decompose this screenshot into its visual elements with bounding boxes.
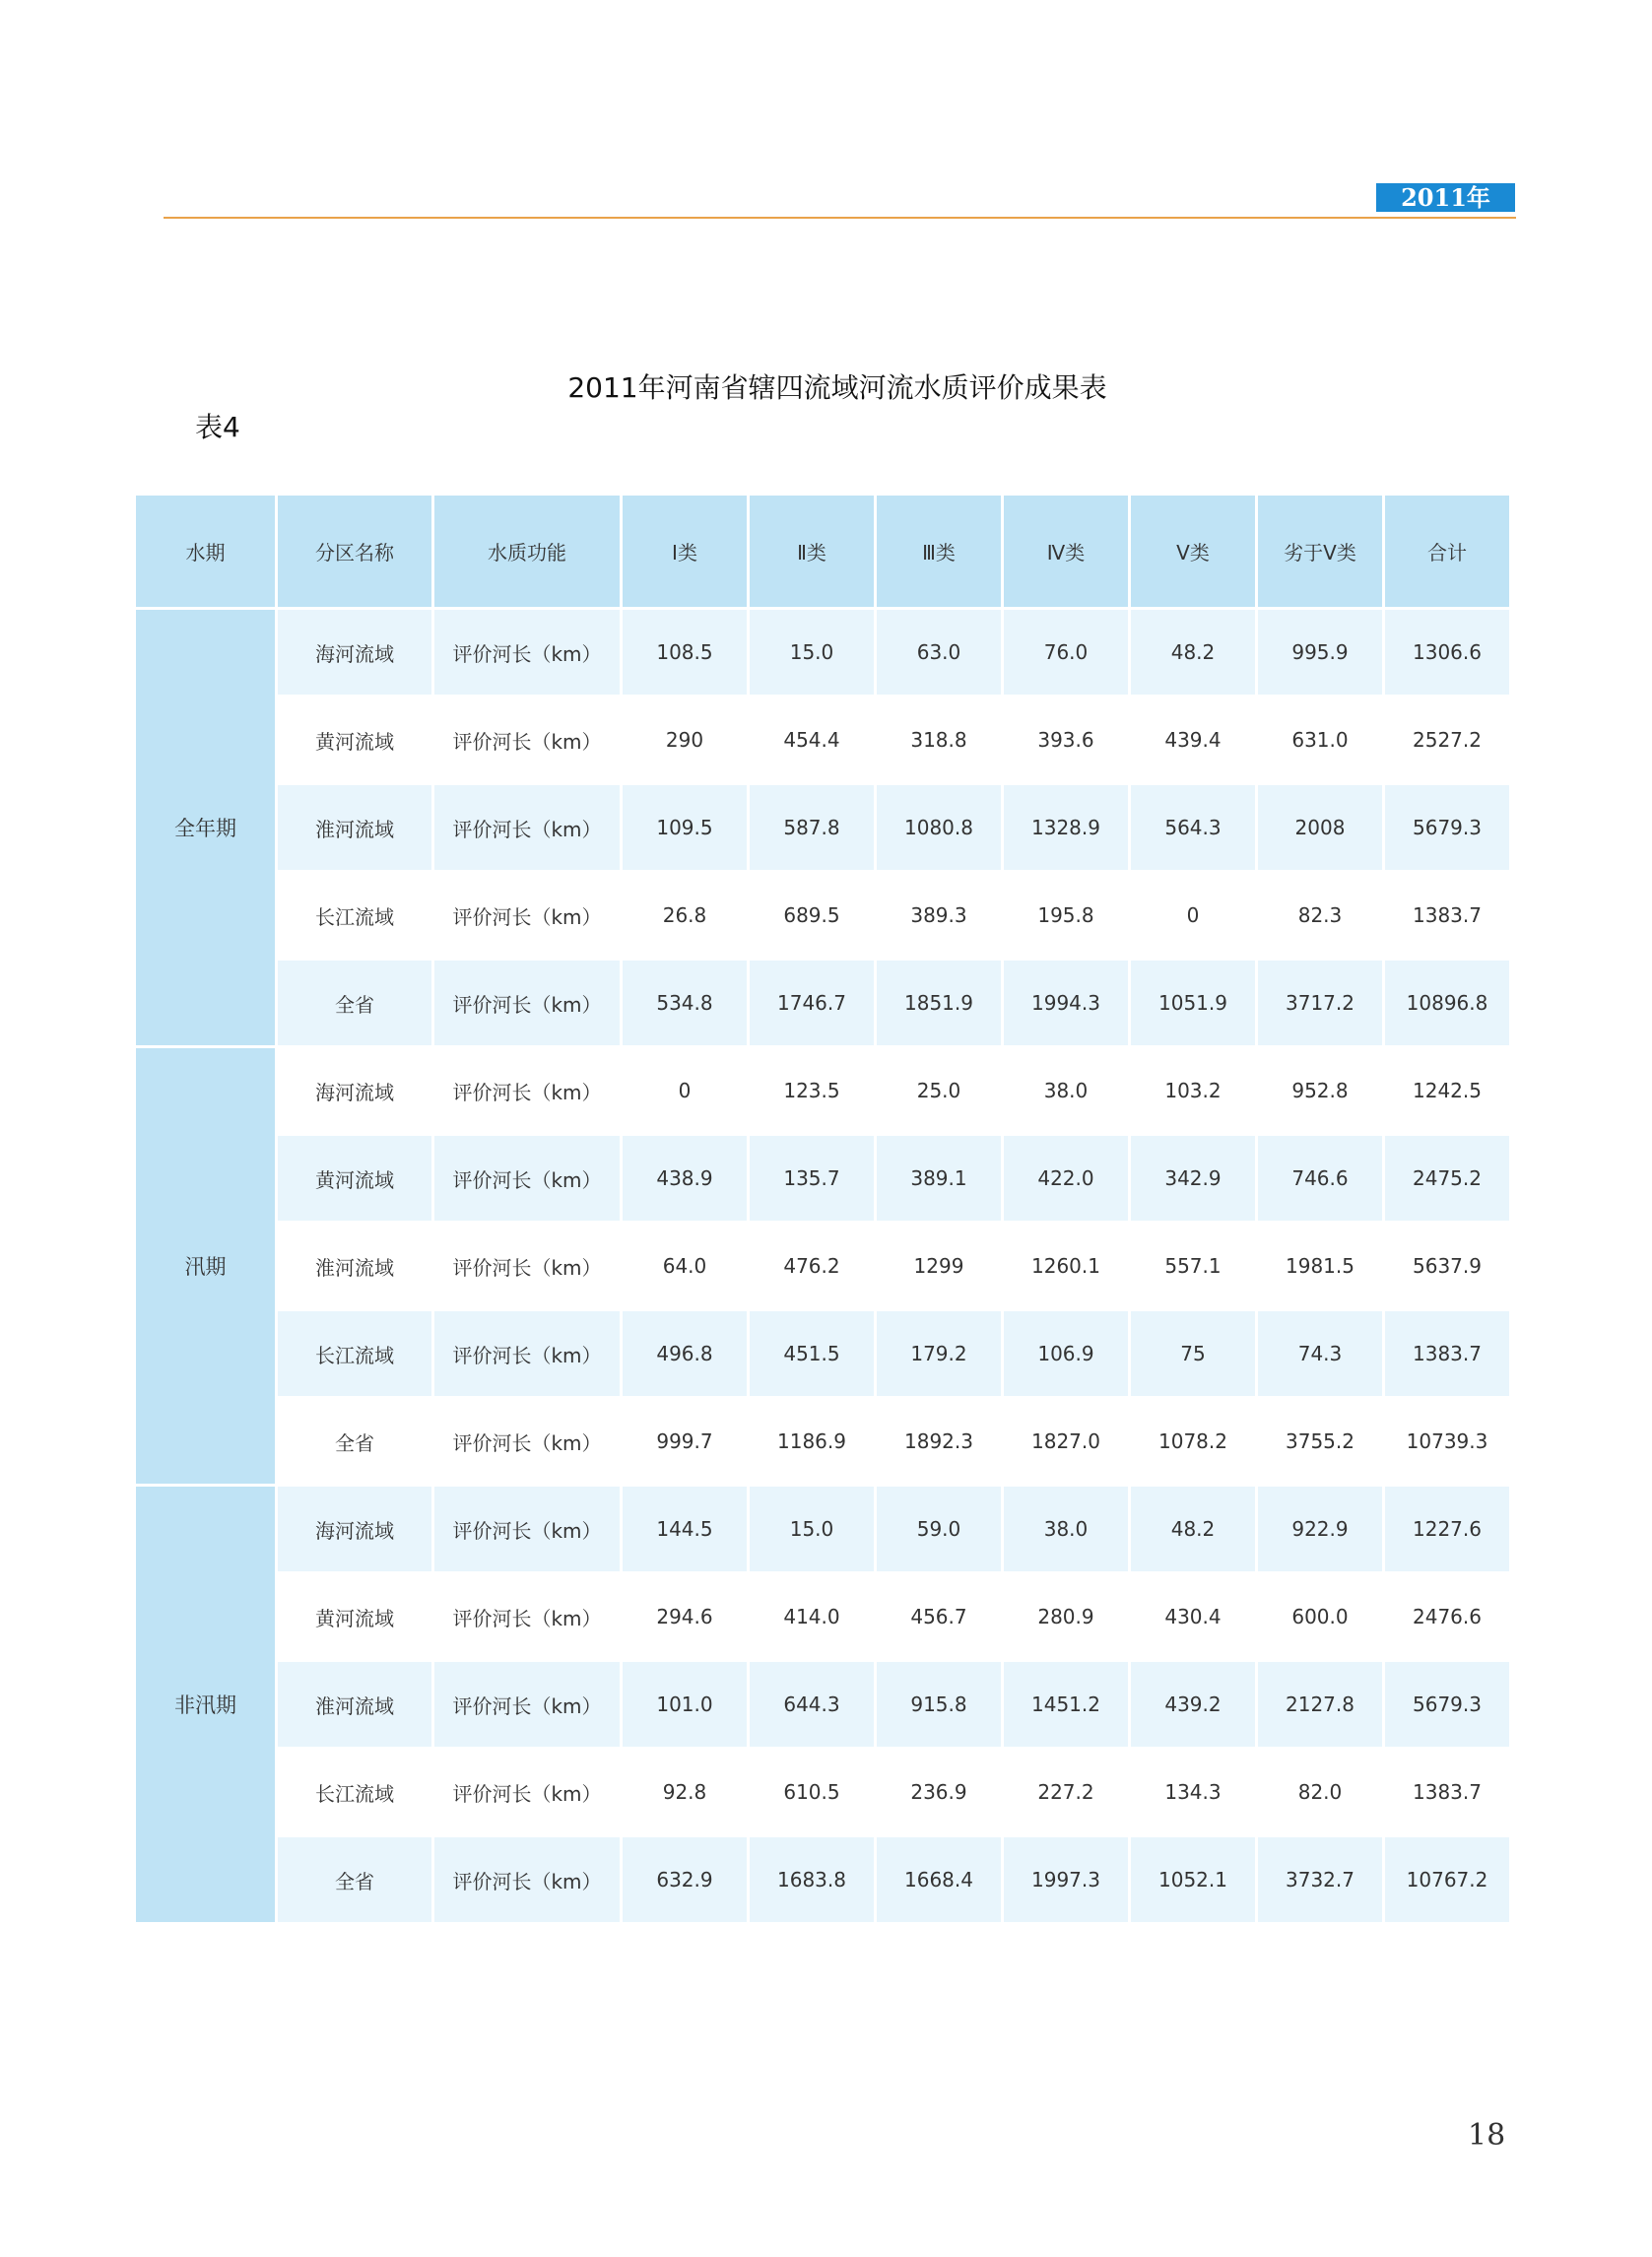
value-cell: 15.0 — [750, 1487, 874, 1571]
value-cell: 915.8 — [877, 1662, 1001, 1747]
value-cell: 456.7 — [877, 1574, 1001, 1659]
table-row — [136, 785, 1509, 870]
value-cell: 3755.2 — [1258, 1399, 1382, 1484]
value-cell: 389.3 — [877, 873, 1001, 958]
value-cell: 1383.7 — [1385, 1750, 1509, 1834]
column-header: Ⅴ类 — [1131, 496, 1255, 607]
function-cell: 评价河长（km） — [434, 1487, 620, 1571]
value-cell: 15.0 — [750, 610, 874, 695]
value-cell: 0 — [623, 1048, 747, 1133]
zone-cell: 淮河流域 — [278, 785, 431, 870]
value-cell: 1383.7 — [1385, 1311, 1509, 1396]
function-cell: 评价河长（km） — [434, 785, 620, 870]
value-cell: 109.5 — [623, 785, 747, 870]
zone-cell: 全省 — [278, 961, 431, 1045]
value-cell: 103.2 — [1131, 1048, 1255, 1133]
value-cell: 63.0 — [877, 610, 1001, 695]
value-cell: 2127.8 — [1258, 1662, 1382, 1747]
table-row — [136, 697, 1509, 782]
zone-cell: 长江流域 — [278, 1750, 431, 1834]
value-cell: 1683.8 — [750, 1837, 874, 1922]
value-cell: 1668.4 — [877, 1837, 1001, 1922]
value-cell: 74.3 — [1258, 1311, 1382, 1396]
value-cell: 318.8 — [877, 697, 1001, 782]
table-row — [136, 1750, 1509, 1834]
value-cell: 75 — [1131, 1311, 1255, 1396]
value-cell: 1306.6 — [1385, 610, 1509, 695]
value-cell: 82.3 — [1258, 873, 1382, 958]
value-cell: 108.5 — [623, 610, 747, 695]
column-header: 水质功能 — [434, 496, 620, 607]
function-cell: 评价河长（km） — [434, 1750, 620, 1834]
value-cell: 454.4 — [750, 697, 874, 782]
value-cell: 1242.5 — [1385, 1048, 1509, 1133]
value-cell: 438.9 — [623, 1136, 747, 1221]
column-header: Ⅲ类 — [877, 496, 1001, 607]
zone-cell: 海河流域 — [278, 1487, 431, 1571]
table-row — [136, 1224, 1509, 1308]
value-cell: 451.5 — [750, 1311, 874, 1396]
value-cell: 0 — [1131, 873, 1255, 958]
zone-cell: 黄河流域 — [278, 697, 431, 782]
value-cell: 1892.3 — [877, 1399, 1001, 1484]
value-cell: 1994.3 — [1004, 961, 1128, 1045]
value-cell: 1851.9 — [877, 961, 1001, 1045]
table-row — [136, 1136, 1509, 1221]
period-cell: 汛期 — [136, 1048, 275, 1484]
value-cell: 1827.0 — [1004, 1399, 1128, 1484]
value-cell: 59.0 — [877, 1487, 1001, 1571]
value-cell: 280.9 — [1004, 1574, 1128, 1659]
value-cell: 496.8 — [623, 1311, 747, 1396]
value-cell: 25.0 — [877, 1048, 1001, 1133]
value-cell: 10739.3 — [1385, 1399, 1509, 1484]
value-cell: 1328.9 — [1004, 785, 1128, 870]
function-cell: 评价河长（km） — [434, 610, 620, 695]
value-cell: 557.1 — [1131, 1224, 1255, 1308]
value-cell: 1299 — [877, 1224, 1001, 1308]
function-cell: 评价河长（km） — [434, 1837, 620, 1922]
value-cell: 1981.5 — [1258, 1224, 1382, 1308]
table-row — [136, 1311, 1509, 1396]
table-row — [136, 1399, 1509, 1484]
table-label: 表4 — [195, 411, 240, 443]
function-cell: 评价河长（km） — [434, 1574, 620, 1659]
value-cell: 38.0 — [1004, 1487, 1128, 1571]
function-cell: 评价河长（km） — [434, 697, 620, 782]
zone-cell: 长江流域 — [278, 1311, 431, 1396]
function-cell: 评价河长（km） — [434, 1662, 620, 1747]
table-row — [136, 610, 1509, 695]
value-cell: 1997.3 — [1004, 1837, 1128, 1922]
function-cell: 评价河长（km） — [434, 873, 620, 958]
value-cell: 2008 — [1258, 785, 1382, 870]
column-header: 水期 — [136, 496, 275, 607]
value-cell: 294.6 — [623, 1574, 747, 1659]
table-row — [136, 1048, 1509, 1133]
page-number: 18 — [1468, 2118, 1506, 2153]
value-cell: 393.6 — [1004, 697, 1128, 782]
value-cell: 227.2 — [1004, 1750, 1128, 1834]
column-header: 合计 — [1385, 496, 1509, 607]
zone-cell: 淮河流域 — [278, 1662, 431, 1747]
value-cell: 48.2 — [1131, 1487, 1255, 1571]
value-cell: 2476.6 — [1385, 1574, 1509, 1659]
table-row — [136, 1487, 1509, 1571]
value-cell: 134.3 — [1131, 1750, 1255, 1834]
value-cell: 1451.2 — [1004, 1662, 1128, 1747]
zone-cell: 海河流域 — [278, 610, 431, 695]
column-header: Ⅰ类 — [623, 496, 747, 607]
year-badge: 2011年 — [1376, 183, 1515, 212]
value-cell: 1383.7 — [1385, 873, 1509, 958]
value-cell: 3717.2 — [1258, 961, 1382, 1045]
value-cell: 5679.3 — [1385, 1662, 1509, 1747]
value-cell: 3732.7 — [1258, 1837, 1382, 1922]
value-cell: 631.0 — [1258, 697, 1382, 782]
table-row — [136, 1837, 1509, 1922]
value-cell: 1746.7 — [750, 961, 874, 1045]
value-cell: 1227.6 — [1385, 1487, 1509, 1571]
value-cell: 587.8 — [750, 785, 874, 870]
value-cell: 64.0 — [623, 1224, 747, 1308]
function-cell: 评价河长（km） — [434, 1136, 620, 1221]
value-cell: 290 — [623, 697, 747, 782]
table-row — [136, 961, 1509, 1045]
value-cell: 414.0 — [750, 1574, 874, 1659]
page-title: 2011年河南省辖四流域河流水质评价成果表 — [567, 371, 1107, 404]
function-cell: 评价河长（km） — [434, 961, 620, 1045]
value-cell: 123.5 — [750, 1048, 874, 1133]
value-cell: 564.3 — [1131, 785, 1255, 870]
value-cell: 1080.8 — [877, 785, 1001, 870]
value-cell: 534.8 — [623, 961, 747, 1045]
value-cell: 439.4 — [1131, 697, 1255, 782]
period-cell: 非汛期 — [136, 1487, 275, 1922]
value-cell: 389.1 — [877, 1136, 1001, 1221]
value-cell: 236.9 — [877, 1750, 1001, 1834]
function-cell: 评价河长（km） — [434, 1048, 620, 1133]
value-cell: 106.9 — [1004, 1311, 1128, 1396]
zone-cell: 黄河流域 — [278, 1136, 431, 1221]
value-cell: 999.7 — [623, 1399, 747, 1484]
function-cell: 评价河长（km） — [434, 1399, 620, 1484]
value-cell: 1051.9 — [1131, 961, 1255, 1045]
value-cell: 1260.1 — [1004, 1224, 1128, 1308]
value-cell: 952.8 — [1258, 1048, 1382, 1133]
header-rule — [164, 217, 1516, 219]
column-header: Ⅳ类 — [1004, 496, 1128, 607]
value-cell: 10767.2 — [1385, 1837, 1509, 1922]
value-cell: 2527.2 — [1385, 697, 1509, 782]
water-quality-table — [133, 493, 1512, 1925]
value-cell: 1052.1 — [1131, 1837, 1255, 1922]
zone-cell: 长江流域 — [278, 873, 431, 958]
value-cell: 144.5 — [623, 1487, 747, 1571]
zone-cell: 海河流域 — [278, 1048, 431, 1133]
zone-cell: 全省 — [278, 1399, 431, 1484]
value-cell: 82.0 — [1258, 1750, 1382, 1834]
value-cell: 600.0 — [1258, 1574, 1382, 1659]
table-body — [136, 610, 1509, 1922]
value-cell: 179.2 — [877, 1311, 1001, 1396]
column-header: 分区名称 — [278, 496, 431, 607]
table-header-row — [136, 496, 1509, 607]
column-header: 劣于Ⅴ类 — [1258, 496, 1382, 607]
table-row — [136, 1662, 1509, 1747]
value-cell: 430.4 — [1131, 1574, 1255, 1659]
value-cell: 610.5 — [750, 1750, 874, 1834]
value-cell: 689.5 — [750, 873, 874, 958]
value-cell: 26.8 — [623, 873, 747, 958]
value-cell: 1078.2 — [1131, 1399, 1255, 1484]
value-cell: 476.2 — [750, 1224, 874, 1308]
function-cell: 评价河长（km） — [434, 1224, 620, 1308]
value-cell: 92.8 — [623, 1750, 747, 1834]
value-cell: 135.7 — [750, 1136, 874, 1221]
value-cell: 5637.9 — [1385, 1224, 1509, 1308]
value-cell: 644.3 — [750, 1662, 874, 1747]
value-cell: 5679.3 — [1385, 785, 1509, 870]
value-cell: 76.0 — [1004, 610, 1128, 695]
value-cell: 38.0 — [1004, 1048, 1128, 1133]
value-cell: 746.6 — [1258, 1136, 1382, 1221]
zone-cell: 全省 — [278, 1837, 431, 1922]
table-row — [136, 873, 1509, 958]
period-cell: 全年期 — [136, 610, 275, 1045]
value-cell: 422.0 — [1004, 1136, 1128, 1221]
value-cell: 1186.9 — [750, 1399, 874, 1484]
zone-cell: 淮河流域 — [278, 1224, 431, 1308]
value-cell: 48.2 — [1131, 610, 1255, 695]
value-cell: 195.8 — [1004, 873, 1128, 958]
table-row — [136, 1574, 1509, 1659]
zone-cell: 黄河流域 — [278, 1574, 431, 1659]
value-cell: 995.9 — [1258, 610, 1382, 695]
value-cell: 342.9 — [1131, 1136, 1255, 1221]
value-cell: 922.9 — [1258, 1487, 1382, 1571]
value-cell: 101.0 — [623, 1662, 747, 1747]
value-cell: 2475.2 — [1385, 1136, 1509, 1221]
function-cell: 评价河长（km） — [434, 1311, 620, 1396]
value-cell: 10896.8 — [1385, 961, 1509, 1045]
value-cell: 439.2 — [1131, 1662, 1255, 1747]
column-header: Ⅱ类 — [750, 496, 874, 607]
table-container — [133, 493, 1512, 1925]
value-cell: 632.9 — [623, 1837, 747, 1922]
